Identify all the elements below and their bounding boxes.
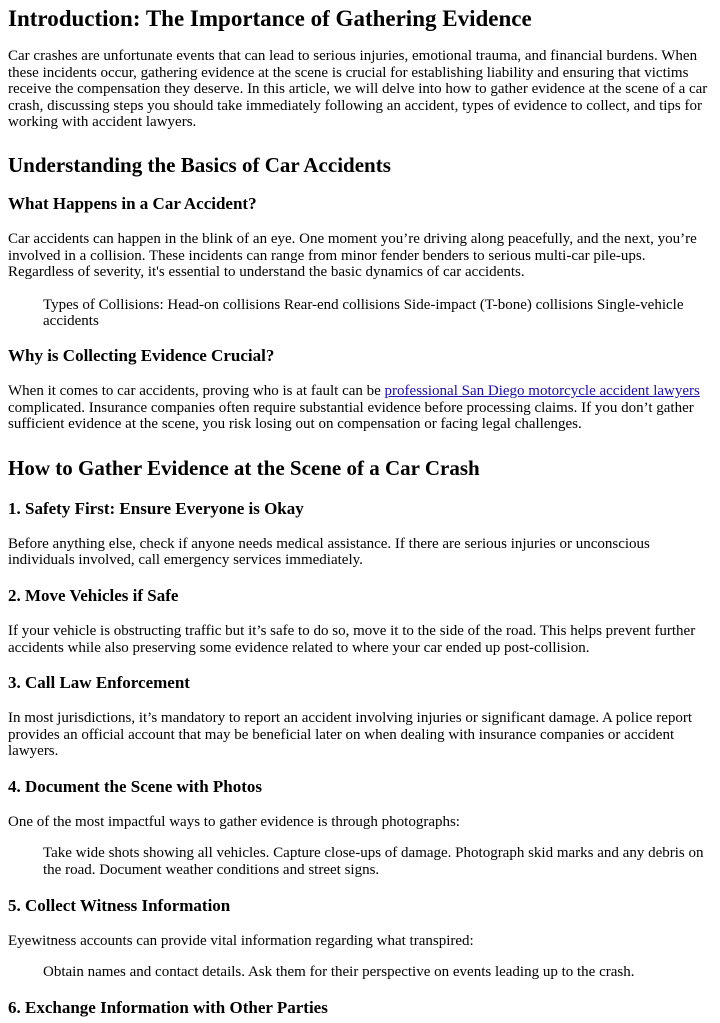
intro-paragraph: Car crashes are unfortunate events that can lead to serious injuries, emotional trauma, and financial burdens. When these incidents occur, gathering evidence at the scene is crucial for establishing liability and ensuring that victims receive the compensation they deserve. In this article, we will delve into how to gather evidence at the scene of a car crash, discussing steps you should take immediately following an accident, types of evidence to collect, and tips for working with accident lawyers. [8,48,708,131]
lawyers-link[interactable]: professional San Diego motorcycle accident lawyers [384,382,700,399]
witness-tips-quote: Obtain names and contact details. Ask them for their perspective on events leading up to the crash. [43,964,635,981]
step-heading-witness: 5. Collect Witness Information [8,895,231,915]
step-heading-exchange-info: 6. Exchange Information with Other Parties [8,997,328,1017]
why-crucial-text-after: complicated. Insurance companies often require substantial evidence before processing claims. If you don’t gather sufficient evidence at the scene, you risk losing out on compensation or facing legal challenges. [8,399,694,433]
collision-types-quote: Types of Collisions: Head-on collisions Rear-end collisions Side-impact (T-bone) collisions Single-vehicle accidents [43,296,684,330]
step-text-safety: Before anything else, check if anyone needs medical assistance. If there are serious injuries or unconscious individuals involved, call emergency services immediately. [8,535,650,569]
photo-tips-quote: Take wide shots showing all vehicles. Capture close-ups of damage. Photograph skid marks and any debris on the road. Document weather conditions and street signs. [43,845,704,879]
why-crucial-text-before: When it comes to car accidents, proving who is at fault can be [8,382,385,399]
step-text-witness: Eyewitness accounts can provide vital information regarding what transpired: [8,932,474,949]
section-heading-basics: Understanding the Basics of Car Accidents [8,152,391,177]
step-heading-law-enforcement: 3. Call Law Enforcement [8,673,190,693]
step-heading-move-vehicles: 2. Move Vehicles if Safe [8,585,179,605]
subheading-what-happens: What Happens in a Car Accident? [8,193,257,213]
why-crucial-paragraph [8,383,712,433]
subheading-why-crucial: Why is Collecting Evidence Crucial? [8,345,275,365]
step-text-photos: One of the most impactful ways to gather evidence is through photographs: [8,813,460,830]
what-happens-paragraph: Car accidents can happen in the blink of an eye. One moment you’re driving along peacefully, and the next, you’re involved in a collision. These incidents can range from minor fender benders to serious multi-car pile-ups. Regardless of severity, it's essential to understand the basic dynamics of car accidents. [8,230,697,281]
step-heading-safety: 1. Safety First: Ensure Everyone is Okay [8,498,304,518]
section-heading-gather: How to Gather Evidence at the Scene of a Car Crash [8,455,480,480]
step-heading-photos: 4. Document the Scene with Photos [8,776,263,796]
step-text-law-enforcement: In most jurisdictions, it’s mandatory to report an accident involving injuries or significant damage. A police report provides an official account that may be beneficial later on when dealing with insurance companies or accident lawyers. [8,710,693,760]
page-title: Introduction: The Importance of Gathering Evidence [8,6,532,31]
step-text-move-vehicles: If your vehicle is obstructing traffic but it’s safe to do so, move it to the side of the road. This helps prevent further accidents while also preserving some evidence related to where your car ended up post-collision. [8,622,696,656]
article [0,6,720,1018]
